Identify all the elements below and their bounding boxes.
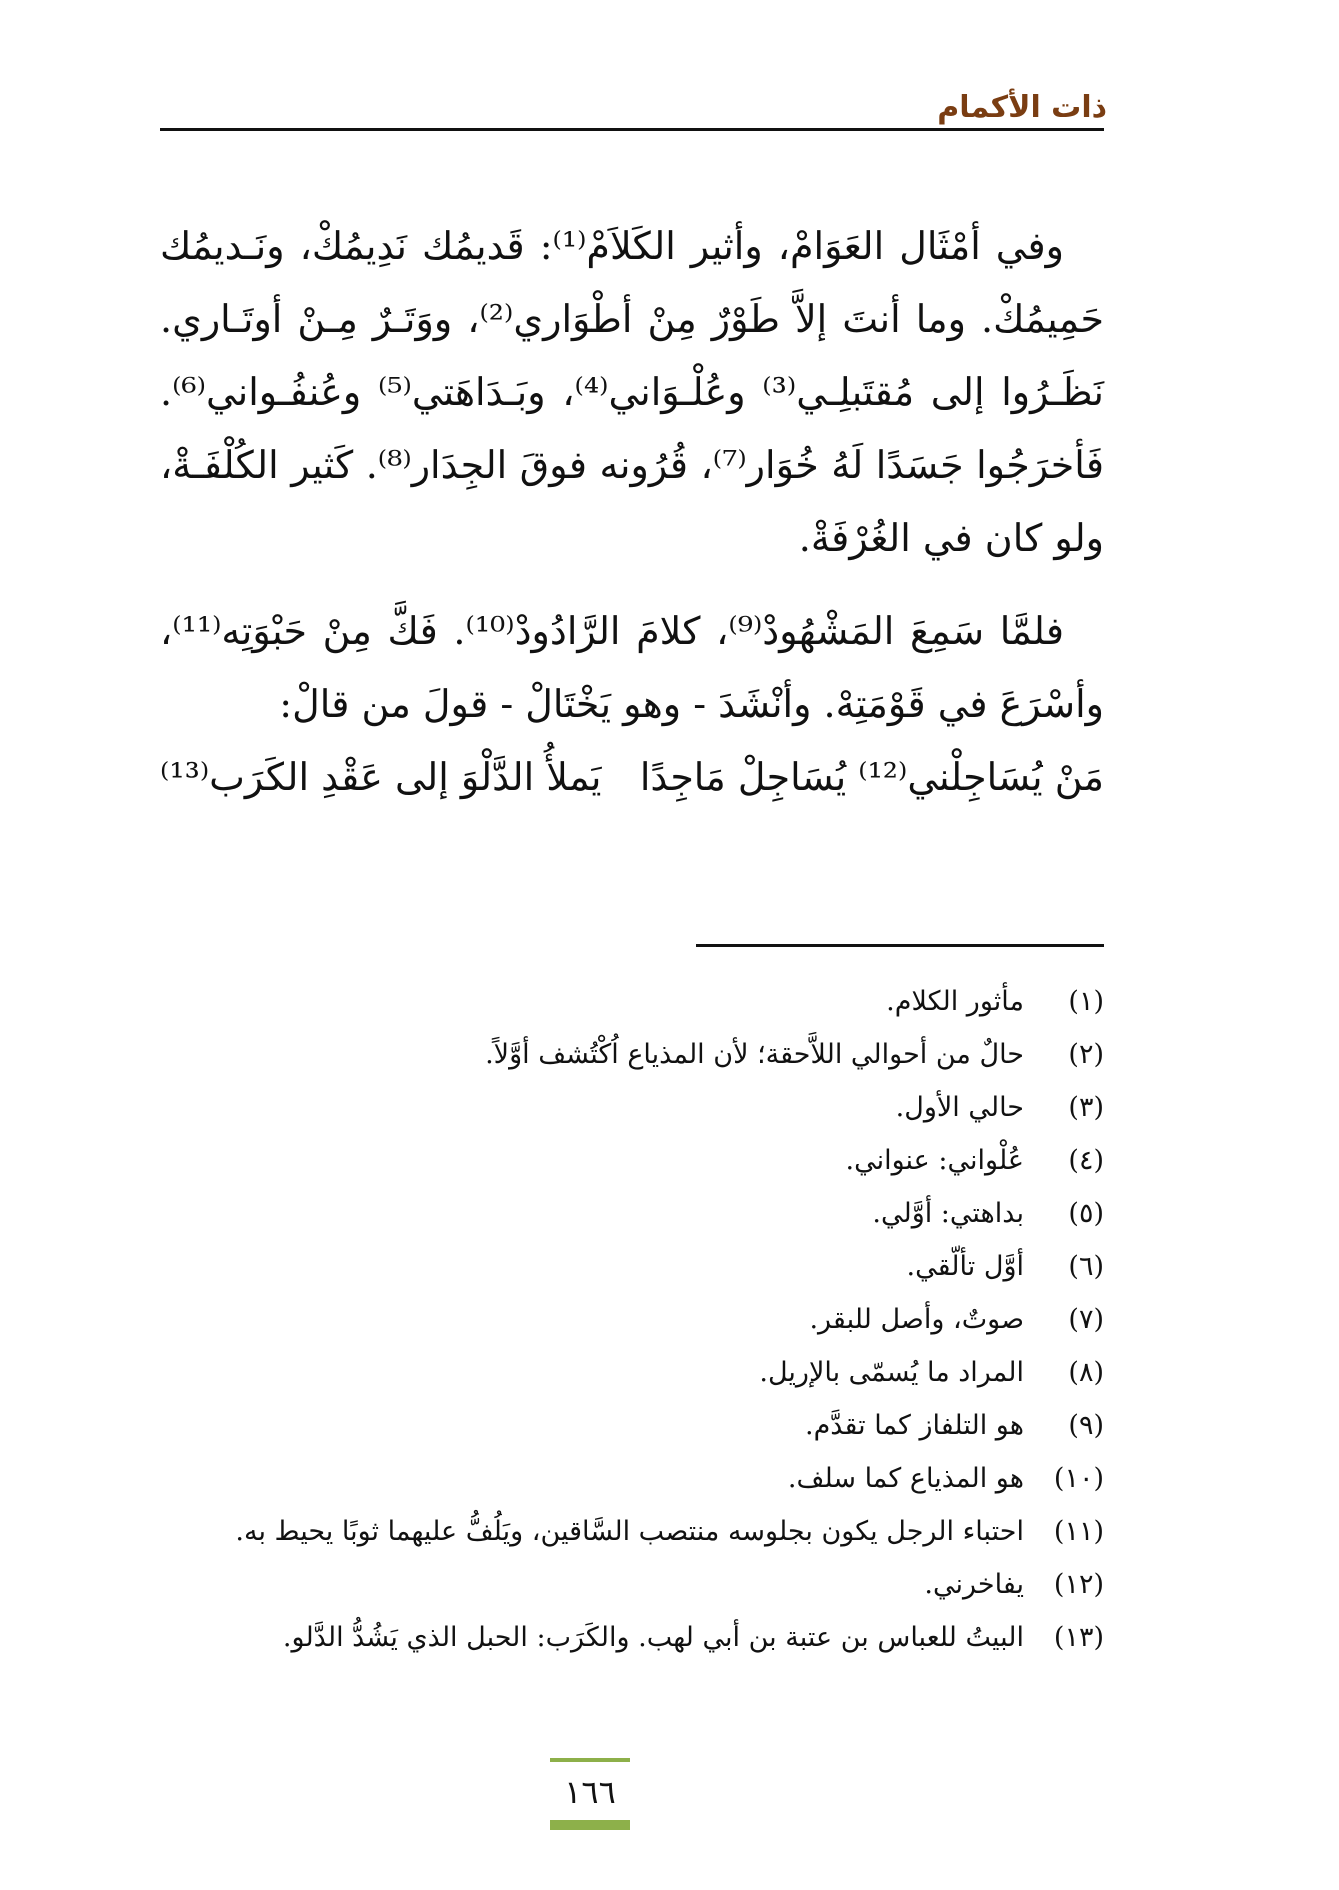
footnote-number: (٩) <box>1068 1410 1104 1441</box>
footnote-number: (٤) <box>1068 1145 1104 1176</box>
footnote-separator <box>696 944 1104 947</box>
footnote-text: عُلْواني: عنواني. <box>845 1145 1024 1176</box>
footnote-number: (١٠) <box>1053 1463 1104 1494</box>
footnote-number: (٥) <box>1068 1198 1104 1229</box>
footnote-item <box>160 1134 1104 1187</box>
footnote-text: حالي الأول. <box>895 1092 1024 1123</box>
footnote-text: بداهتي: أوَّلي. <box>872 1198 1024 1229</box>
footnote-text: أوَّل تألّقي. <box>906 1251 1024 1282</box>
footnote-item <box>160 1081 1104 1134</box>
paragraph-1: وفي أمْثَال العَوَامْ، وأثير الكَلاَمْ⁽¹⁾: قَديمُك نَدِيمُكْ، ونَـديمُك حَمِيمُكْ. وما أنتَ إلاَّ طَوْرٌ مِنْ أطْوَاري⁽²⁾، ووَتَـرٌ مِـنْ أوتَـاري. نَظَـرُوا إلى مُقتَبلِـي⁽³⁾ وعُلْـوَاني⁽⁴⁾، وبَـدَاهَتي⁽⁵⁾ وعُنفُـواني⁽⁶⁾. فَأخرَجُوا جَسَدًا لَهُ خُوَار⁽⁷⁾، قُرُونه فوقَ الجِدَار⁽⁸⁾. كَثير الكُلْفَـةْ، ولو كان في الغُرْفَةْ. <box>160 224 1104 560</box>
footnote-text: المراد ما يُسمّى بالإريل. <box>759 1357 1024 1388</box>
footnote-item <box>160 975 1104 1028</box>
footnote-number: (٣) <box>1068 1092 1104 1123</box>
footnote-number: (١٣) <box>1053 1622 1104 1653</box>
paragraph-2: فلمَّا سَمِعَ المَشْهُودْ⁽⁹⁾، كلامَ الرَّادُودْ⁽¹⁰⁾. فَكَّ مِنْ حَبْوَتِه⁽¹¹⁾، وأسْرَعَ في قَوْمَتِهْ. وأنْشَدَ - وهو يَخْتَالْ - قولَ من قالْ: <box>160 609 1104 726</box>
footnotes-list <box>160 975 1104 1664</box>
footnote-text: يفاخرني. <box>924 1569 1024 1600</box>
footnote-number: (١٢) <box>1053 1569 1104 1600</box>
footnote-item <box>160 1452 1104 1505</box>
footer-accent-bar-bottom <box>550 1820 630 1830</box>
footnote-item <box>160 1028 1104 1081</box>
footnote-number: (٧) <box>1068 1304 1104 1335</box>
footnote-number: (٢) <box>1068 1039 1104 1070</box>
footnote-text: احتباء الرجل يكون بجلوسه منتصب السَّاقين، ويَلُفُّ عليهما ثوبًا يحيط به. <box>235 1516 1024 1547</box>
main-text <box>160 210 1104 814</box>
footnote-item <box>160 1240 1104 1293</box>
footnote-number: (٦) <box>1068 1251 1104 1282</box>
footnote-item <box>160 1611 1104 1664</box>
footnote-item <box>160 1558 1104 1611</box>
footer-accent-bar-top <box>550 1758 630 1762</box>
footnote-number: (١) <box>1068 986 1104 1017</box>
header-rule <box>160 128 1104 131</box>
footnote-text: هو التلفاز كما تقدَّم. <box>804 1410 1024 1441</box>
verse-second-hemistich: يَملأُ الدَّلْوَ إلى عَقْدِ الكَرَب⁽¹³⁾ <box>160 755 602 799</box>
footnote-text: صوتٌ، وأصل للبقر. <box>809 1304 1024 1335</box>
running-header-title: ذات الأكمام <box>937 90 1107 125</box>
footnote-text: البيتُ للعباس بن عتبة بن أبي لهب. والكَرَب: الحبل الذي يَشُدُّ الدَّلو. <box>282 1622 1024 1653</box>
page-number: ١٦٦ <box>564 1773 616 1811</box>
footnote-item <box>160 1293 1104 1346</box>
poetry-verse <box>160 741 1104 814</box>
footnote-text: حالٌ من أحوالي اللاَّحقة؛ لأن المذياع اُكْتُشف أوَّلاً. <box>485 1039 1024 1070</box>
footnote-item <box>160 1505 1104 1558</box>
footnote-item <box>160 1187 1104 1240</box>
footnote-text: هو المذياع كما سلف. <box>787 1463 1024 1494</box>
page-footer <box>550 1758 630 1828</box>
footnote-number: (١١) <box>1053 1516 1104 1547</box>
footnote-item <box>160 1399 1104 1452</box>
footnote-text: مأثور الكلام. <box>886 986 1024 1017</box>
footnote-number: (٨) <box>1068 1357 1104 1388</box>
verse-first-hemistich: مَنْ يُسَاجِلْني⁽¹²⁾ يُسَاجِلْ مَاجِدًا <box>639 755 1104 799</box>
footnote-item <box>160 1346 1104 1399</box>
